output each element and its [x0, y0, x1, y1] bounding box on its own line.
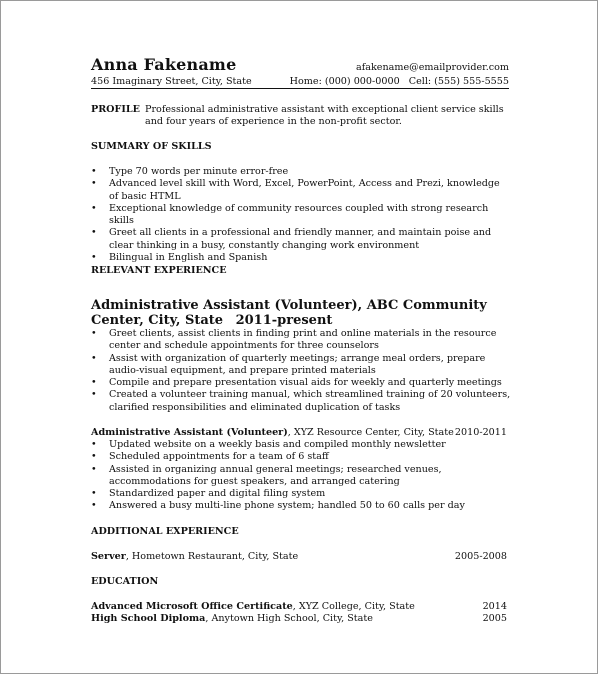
list-item: • Type 70 words per minute error-free [109, 166, 511, 178]
street-address: 456 Imaginary Street, City, State [91, 76, 252, 87]
cell-phone: Cell: (555) 555-5555 [408, 76, 509, 87]
list-item: • Bilingual in English and Spanish [109, 252, 511, 264]
job1-title-text: Administrative Assistant (Volunteer), ABC Community Center, City, State [91, 298, 487, 328]
education-place: , XYZ College, City, State [292, 601, 415, 612]
list-item: • Updated website on a weekly basis and compiled monthly newsletter [109, 439, 511, 451]
education-place: , Anytown High School, City, State [205, 613, 373, 624]
job2-title-line [91, 427, 454, 439]
job2-place: , XYZ Resource Center, City, State [287, 427, 454, 438]
list-item: • Created a volunteer training manual, which streamlined training of 20 volunteers, clarified responsibilities and eliminated duplication of tasks [109, 389, 511, 414]
profile-section [91, 104, 511, 129]
education-heading: EDUCATION [91, 576, 159, 587]
job1-dates: 2011-present [235, 313, 333, 328]
list-item: • Assisted in organizing annual general meetings; researched venues, accommodations for guest speakers, and arranged catering [109, 464, 511, 489]
education-year: 2014 [482, 601, 507, 612]
education-year: 2005 [482, 613, 507, 624]
list-item: • Answered a busy multi-line phone system; handled 50 to 60 calls per day [109, 500, 511, 512]
additional-experience-heading: ADDITIONAL EXPERIENCE [91, 526, 239, 537]
additional-place: , Hometown Restaurant, City, State [125, 551, 299, 562]
profile-text: Professional administrative assistant with exceptional client service skills and four years of experience in the non-profit sector. [145, 104, 504, 128]
list-item: • Advanced level skill with Word, Excel, PowerPoint, Access and Prezi, knowledge of basic HTML [109, 178, 511, 203]
additional-dates: 2005-2008 [454, 551, 507, 562]
additional-title-line [91, 551, 298, 563]
list-item: • Standardized paper and digital filing system [109, 488, 511, 500]
job2-title: Administrative Assistant (Volunteer) [91, 427, 288, 438]
additional-job [91, 551, 509, 563]
list-item: • Scheduled appointments for a team of 6 staff [109, 451, 511, 463]
education-item-2 [91, 613, 509, 625]
list-item: • Greet clients, assist clients in finding print and online materials in the resource center and schedule appointments for three counselors [109, 328, 511, 353]
education-title: Advanced Microsoft Office Certificate [91, 601, 293, 612]
education-title: High School Diploma [91, 613, 206, 624]
list-item: • Exceptional knowledge of community resources coupled with strong research skills [109, 203, 511, 228]
profile-label: PROFILE [91, 104, 140, 115]
job2-list [91, 439, 511, 513]
education-line [91, 601, 415, 613]
home-phone: Home: (000) 000-0000 [289, 76, 400, 87]
header-contact-line [91, 76, 509, 89]
list-item: • Compile and prepare presentation visual aids for weekly and quarterly meetings [109, 377, 511, 389]
list-item: • Assist with organization of quarterly meetings; arrange meal orders, prepare audio-visual equipment, and prepare printed materials [109, 353, 511, 378]
education-item-1 [91, 601, 509, 613]
relevant-experience-heading: RELEVANT EXPERIENCE [91, 265, 227, 276]
skills-heading: SUMMARY OF SKILLS [91, 141, 212, 152]
skills-list [91, 166, 511, 264]
list-item: • Greet all clients in a professional and friendly manner, and maintain poise and clear thinking in a busy, constantly changing work environment [109, 227, 511, 252]
email-address: afakename@emailprovider.com [355, 62, 509, 73]
job2-header [91, 427, 509, 439]
job2-dates: 2010-2011 [454, 427, 507, 438]
phone-numbers [284, 76, 509, 87]
job1-list [91, 328, 511, 414]
job1-title [91, 298, 516, 328]
header-top [91, 55, 509, 74]
additional-title: Server [91, 551, 126, 562]
education-line [91, 613, 373, 625]
candidate-name: Anna Fakename [91, 55, 237, 74]
